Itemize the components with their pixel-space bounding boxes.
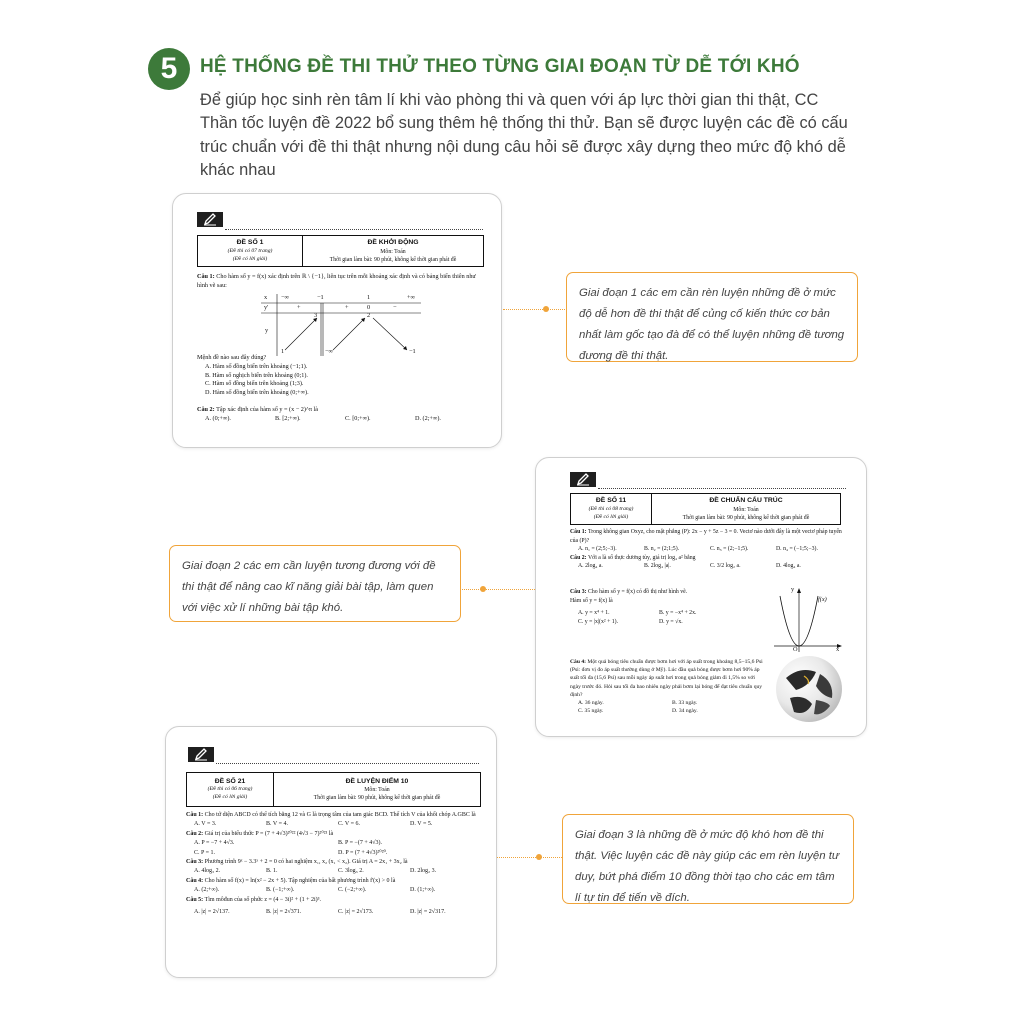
curve-label: f(x)	[818, 596, 827, 603]
exam-card-3	[165, 726, 497, 978]
exam-card-2	[535, 457, 867, 737]
axis-x-label: x	[836, 646, 840, 653]
axis-y-label: y	[791, 586, 795, 593]
variation-table: x −∞ −1 1 +∞ y' + + 0 − y 3 2 1 −∞ −1	[264, 294, 416, 355]
section-title: HỆ THỐNG ĐỀ THI THỬ THEO TỪNG GIAI ĐOẠN TỪ DỄ TỚI KHÓ	[200, 56, 800, 77]
question-1: Câu 1: Trong không gian Oxyz, cho mặt phẳng (P): 2x − y + 5z − 3 = 0. Vectơ nào dưới đây là một vectơ pháp tuyến của (P)? A. n₁ = (2;5;−3). B. n₂ = (2;1;5). C. n₃ = (2;−1;5). D. n₄ = (−1;5;−3). Câu 2: Với a là số thực dương tùy, giá trị log₄ a² bằng A. 2log₄ a. B. 2log₄ |a|. C. 3/2 log₂ a. D. 4log₄ a.	[570, 529, 842, 570]
connector-dot-2	[480, 586, 486, 592]
pencil-icon	[188, 747, 214, 762]
stage-1-callout: Giai đoạn 1 các em cần rèn luyện những đề ở mức độ dễ hơn đề thi thật để củng cố kiến thức cơ bản nhất làm gốc tạo đà để có thể luyện những đề tương đương đề thi thật.	[566, 272, 858, 362]
origin-label: O	[793, 646, 798, 653]
soccer-ball-image	[776, 656, 842, 722]
stage-3-callout: Giai đoạn 3 là những đề ở mức độ khó hơn đề thi thật. Việc luyện các đề này giúp các em rèn luyện tư duy, bứt phá điểm 10 đồng thời tạo cho các em tâm lí tự tin để tiến về đích.	[562, 814, 854, 904]
exam-card-1	[172, 193, 502, 448]
question-list: Câu 1: Cho tứ diện ABCD có thể tích bằng 12 và G là trọng tâm của tam giác BCD. Thể tích V của khối chóp A.GBC là A. V = 3. B. V = 4. C. V = 6. D. V = 5. Câu 2: Giá trị của biểu thức P = (7 + 4√3)²⁰²² (4√3 − 7)²⁰²¹ là A. P = −7 + 4√3. B. P = −(7 + 4√3). C. P = 1. D. P = (7 + 4√3)²⁰²⁰. Câu 3: Phương trình 9ˣ − 3.3ˣ + 2 = 0 có hai nghiệm x₁, x₂ (x₁ < x₂). Giá trị A = 2x₁ + 3x₂ là A. 4log₃ 2. B. 1. C. 3log₃ 2. D. 2log₂ 3. Câu 4: Cho hàm số f(x) = ln(x² − 2x + 5). Tập nghiệm của bất phương trình f'(x) > 0 là A. (2;+∞). B. (−1;+∞). C. (−2;+∞). D. (1;+∞). Câu 5: Tìm môđun của số phức z = (4 − 3i)² + (1 + 2i)³. A. |z| = 2√137. B. |z| = 2√371. C. |z| = 2√173. D. |z| = 2√317.	[186, 812, 476, 916]
pencil-icon	[570, 472, 596, 487]
question-1: Câu 1: Cho hàm số y = f(x) xác định trên ℝ \ {−1}, liên tục trên mỗi khoảng xác định và có bảng biến thiên như hình vẽ sau:	[197, 273, 476, 289]
connector-dot-1	[543, 306, 549, 312]
connector-3	[497, 857, 562, 858]
exam-header: ĐỀ SỐ 1 (Đề thi có 07 trang) (Đề có lời giải) ĐỀ KHỞI ĐỘNG Môn: Toán Thời gian làm bài: 90 phút, không kể thời gian phát đề	[197, 235, 484, 267]
question-2: Câu 2: Tập xác định của hàm số y = (x − 2)^π là A. (0;+∞). B. [2;+∞). C. [0;+∞). D. (2;+∞).	[197, 406, 441, 422]
exam-header: ĐỀ SỐ 11 (Đề thi có 08 trang) (Đề có lời giải) ĐỀ CHUẨN CẤU TRÚC Môn: Toán Thời gian làm bài: 90 phút, không kể thời gian phát đề	[570, 493, 841, 525]
function-graph	[772, 586, 842, 656]
section-intro: Để giúp học sinh rèn tâm lí khi vào phòng thi và quen với áp lực thời gian thi thật, CC Thần tốc luyện đề 2022 bổ sung thêm hệ thống thi thử. Bạn sẽ được luyện các đề có cấu trúc chuẩn với đề thi thật nhưng nội dung câu hỏi sẽ được xây dựng theo mức độ khó dễ khác nhau	[200, 91, 848, 180]
connector-2	[462, 589, 535, 590]
question-1-options: Mệnh đề nào sau đây đúng? A. Hàm số đồng biến trên khoảng (−1;1). B. Hàm số nghịch biến trên khoảng (0;1). C. Hàm số đồng biến trên khoảng (1;3). D. Hàm số đồng biến trên khoảng (0;+∞).	[197, 354, 309, 397]
section-number-badge: 5	[148, 48, 190, 90]
connector-dot-3	[536, 854, 542, 860]
connector-1	[503, 309, 565, 310]
exam-header: ĐỀ SỐ 21 (Đề thi có 06 trang) (Đề có lời giải) ĐỀ LUYỆN ĐIỂM 10 Môn: Toán Thời gian làm bài: 90 phút, không kể thời gian phát đề	[186, 772, 481, 807]
question-3: Câu 3: Cho hàm số y = f(x) có đồ thị như hình vẽ. Hàm số y = f(x) là A. y = x⁴ + 1. B. y = −x⁴ + 2x. C. y = |x|(x² + 1). D. y = √x.	[570, 589, 697, 625]
question-4: Câu 4: Một quả bóng tiêu chuẩn được bơm hơi với áp suất trong khoảng 8,5−15,6 Psi (Psi: đơn vị đo áp suất thường dùng ở Mỹ). Lúc đầu quả bóng được bơm hơi 90% áp suất tối đa (15,6 Psi) sau mỗi ngày áp suất hơi trong quả bóng giảm đi 1,5% so với ngày trước đó. Hỏi sau tối đa bao nhiêu ngày phải bơm lại bóng để đạt tiêu chuẩn quy định? A. 36 ngày. B. 33 ngày. C. 35 ngày. D. 34 ngày.	[570, 659, 763, 715]
pencil-icon	[197, 212, 223, 227]
stage-2-callout: Giai đoạn 2 các em cần luyện tương đương với đề thi thật để nâng cao kĩ năng giải bài tập, làm quen với việc xử lí những bài tập khó.	[169, 545, 461, 622]
